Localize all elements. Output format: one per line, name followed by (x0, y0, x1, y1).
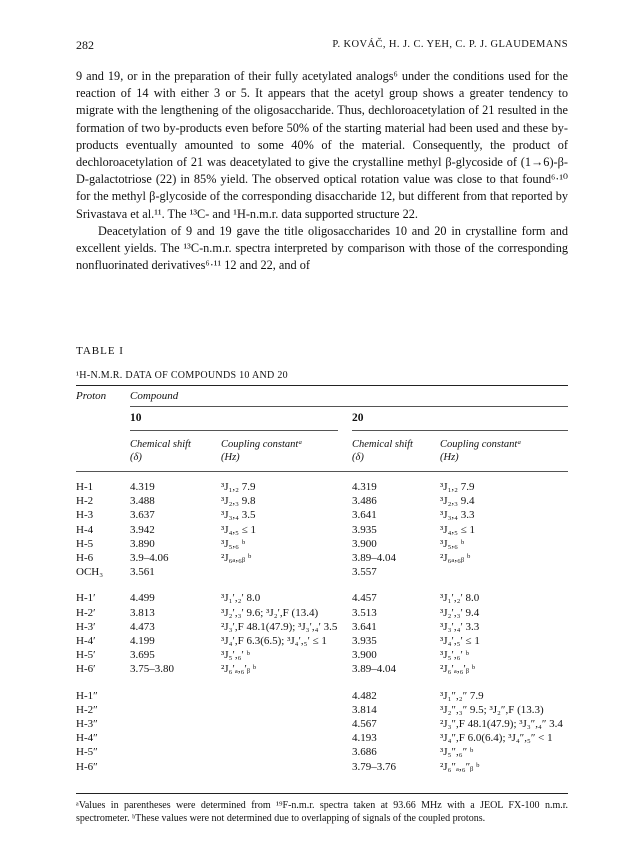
compound-10-rule (130, 430, 338, 431)
coupling-10-cell: ³J₂′,₃′ 9.6; ³J₂′,F (13.4) (221, 606, 319, 619)
shift-20-cell: 3.814 (352, 703, 377, 716)
coupling-20-cell: ³J₂′,₃′ 9.4 (440, 606, 480, 619)
coupling-10-cell: ²J₃′,F 48.1(47.9); ³J₃′,₄′ 3.5 (221, 620, 338, 633)
coupling-10-cell: ³J₅,₆ ᵇ (221, 537, 246, 550)
proton-cell: H-6′ (76, 663, 96, 676)
coupling-10-cell: ³J₄,₅ ≤ 1 (221, 523, 257, 536)
proton-cell: H-5 (76, 537, 94, 550)
coupling-10-cell: ³J₁′,₂′ 8.0 (221, 592, 261, 605)
shift-20-cell: 3.486 (352, 495, 377, 508)
coupling-20-cell: ²J₆ₐ,₆ᵦ ᵇ (440, 552, 471, 564)
proton-cell: H-1 (76, 481, 94, 493)
table-footnote: ᵃValues in parentheses were determined from ¹⁹F-n.m.r. spectra taken at 93.66 MHz with a JEOL FX-100 n.m.r. spectrometer. ᵇThese values were not determined due to overlapping of signals of the coupled protons. (76, 800, 568, 825)
shift-20-cell: 4.193 (352, 732, 377, 745)
table-top-rule (76, 385, 568, 386)
shift-20-cell: 4.457 (352, 592, 377, 605)
shift-10-cell: 4.473 (130, 620, 155, 633)
shift-20-cell: 4.482 (352, 689, 377, 702)
compound-10-label: 10 (130, 412, 142, 424)
table-row (76, 591, 568, 605)
shift-10-cell: 4.319 (130, 481, 155, 493)
shift-20-cell: 3.935 (352, 635, 377, 647)
coupling-10-cell: ³J₁,₂ 7.9 (221, 481, 256, 493)
proton-cell: H-6″ (76, 760, 98, 773)
table-row (76, 662, 568, 676)
running-head: P. KOVÁČ, H. J. C. YEH, C. P. J. GLAUDEMANS (332, 39, 568, 50)
sub-header-coupling-20: Coupling constantᵃ (Hz) (440, 439, 522, 463)
coupling-20-cell: ³J₁′,₂′ 8.0 (440, 592, 480, 605)
shift-10-cell: 3.75–3.80 (130, 663, 174, 676)
shift-10-cell: 4.499 (130, 592, 155, 605)
proton-cell: H-2′ (76, 606, 96, 619)
table-row (76, 760, 568, 774)
coupling-20-cell: ³J₁″,₂″ 7.9 (440, 689, 484, 702)
table-caption: ¹H-N.M.R. DATA OF COMPOUNDS 10 AND 20 (76, 370, 288, 381)
table-row (76, 508, 568, 522)
table-row (76, 551, 568, 565)
coupling-10-cell: ³J₅′,₆′ ᵇ (221, 649, 250, 662)
shift-10-cell: 3.561 (130, 566, 155, 579)
table-title: TABLE I (76, 345, 124, 357)
coupling-20-cell: ²J₆′ₐ,₆′ᵦ ᵇ (440, 663, 476, 676)
proton-cell: H-2 (76, 495, 94, 508)
shift-10-cell: 3.813 (130, 606, 155, 619)
proton-cell: H-4′ (76, 635, 96, 647)
table-row (76, 480, 568, 494)
proton-cell: H-5″ (76, 746, 98, 759)
shift-20-cell: 3.641 (352, 620, 377, 633)
coupling-10-cell: ³J₃,₄ 3.5 (221, 509, 256, 522)
coupling-20-cell: ³J₁,₂ 7.9 (440, 481, 475, 493)
shift-10-cell: 3.488 (130, 495, 155, 508)
table-row (76, 494, 568, 508)
sub-header-shift-20: Chemical shift (δ) (352, 439, 413, 463)
table-header-rule (76, 471, 568, 472)
coupling-20-cell: ³J₂,₃ 9.4 (440, 495, 475, 508)
proton-cell: H-1′ (76, 592, 96, 605)
table-row (76, 523, 568, 537)
table-row (76, 606, 568, 620)
proton-cell: H-4″ (76, 732, 98, 745)
coupling-20-cell: ³J₅,₆ ᵇ (440, 537, 465, 550)
table-row (76, 703, 568, 717)
shift-10-cell: 3.637 (130, 509, 155, 522)
coupling-20-cell: ³J₃,₄ 3.3 (440, 509, 475, 522)
coupling-20-cell: ²J₆″ₐ,₆″ᵦ ᵇ (440, 760, 480, 773)
proton-cell: H-2″ (76, 703, 98, 716)
compound-20-rule (352, 430, 568, 431)
shift-10-cell: 4.199 (130, 635, 155, 647)
table-row (76, 689, 568, 703)
body-text (76, 68, 568, 274)
coupling-10-cell: ²J₆ₐ,₆ᵦ ᵇ (221, 552, 252, 564)
shift-20-cell: 3.900 (352, 649, 377, 662)
compound-20-label: 20 (352, 412, 364, 424)
sub-header-shift-10: Chemical shift (δ) (130, 439, 191, 463)
coupling-20-cell: ³J₄,₅ ≤ 1 (440, 523, 476, 536)
col-header-proton: Proton (76, 390, 107, 402)
coupling-20-cell: ²J₃″,F 48.1(47.9); ³J₃″,₄″ 3.4 (440, 718, 563, 730)
compound-rule (130, 406, 568, 407)
shift-20-cell: 3.935 (352, 523, 377, 536)
shift-10-cell: 3.890 (130, 537, 155, 550)
proton-cell: H-6 (76, 552, 94, 564)
shift-20-cell: 4.567 (352, 718, 377, 730)
proton-cell: OCH₃ (76, 566, 104, 579)
shift-10-cell: 3.9–4.06 (130, 552, 169, 564)
table-row (76, 537, 568, 551)
table-bottom-rule (76, 793, 568, 794)
table-row (76, 731, 568, 745)
coupling-20-cell: ³J₄′,₅′ ≤ 1 (440, 635, 480, 647)
coupling-10-cell: ²J₆′ₐ,₆′ᵦ ᵇ (221, 663, 257, 676)
proton-cell: H-3′ (76, 620, 96, 633)
col-header-compound: Compound (130, 390, 179, 402)
shift-20-cell: 3.557 (352, 566, 377, 579)
shift-10-cell: 3.942 (130, 523, 155, 536)
shift-20-cell: 3.686 (352, 746, 377, 759)
shift-20-cell: 3.513 (352, 606, 377, 619)
table-row (76, 745, 568, 759)
shift-20-cell: 3.79–3.76 (352, 760, 396, 773)
page-number: 282 (76, 38, 94, 52)
table-row (76, 717, 568, 731)
table-row (76, 634, 568, 648)
body-paragraph: Deacetylation of 9 and 19 gave the title oligosaccharides 10 and 20 in crystalline form and excellent yields. The ¹³C-n.m.r. spectra interpreted by comparison with those of the corresponding nonfluorinated derivatives⁶·¹¹ 12 and 22, and of (76, 223, 568, 273)
proton-cell: H-5′ (76, 649, 96, 662)
proton-cell: H-3″ (76, 718, 98, 730)
proton-cell: H-3 (76, 509, 94, 522)
table-row (76, 648, 568, 662)
shift-10-cell: 3.695 (130, 649, 155, 662)
coupling-20-cell: ³J₂″,₃″ 9.5; ³J₂″,F (13.3) (440, 703, 544, 716)
shift-20-cell: 3.641 (352, 509, 377, 522)
shift-20-cell: 3.89–4.04 (352, 663, 396, 676)
coupling-20-cell: ³J₄″,F 6.0(6.4); ³J₄″,₅″ < 1 (440, 732, 553, 745)
coupling-20-cell: ³J₃′,₄′ 3.3 (440, 620, 480, 633)
table-row (76, 620, 568, 634)
coupling-20-cell: ³J₅′,₆′ ᵇ (440, 649, 469, 662)
coupling-10-cell: ³J₂,₃ 9.8 (221, 495, 256, 508)
coupling-20-cell: ³J₅″,₆″ ᵇ (440, 746, 474, 759)
shift-20-cell: 3.900 (352, 537, 377, 550)
proton-cell: H-1″ (76, 689, 98, 702)
body-paragraph: 9 and 19, or in the preparation of their fully acetylated analogs⁶ under the conditions used for the reaction of 14 with either 3 or 5. It appears that the acetyl group shows a greater tendency to migrate with the lengthening of the oligosaccharide. Thus, dechloroacetylation of 21 resulted in the formation of two by-products even before 50% of the starting material had been used and these by-products eventually amounted to some 40% of the material. Consequently, the product of dechloroacetylation of 21 was deacetylated to give the crystalline methyl β-glycoside of (1→6)-β-D-galactotriose (22) in 85% yield. The observed optical rotation value was close to that found⁶·¹⁰ for the methyl β-glycoside of the corresponding disaccharide 12, but different from that reported by Srivastava et al.¹¹. The ¹³C- and ¹H-n.m.r. data supported structure 22. (76, 69, 568, 221)
proton-cell: H-4 (76, 523, 94, 536)
shift-20-cell: 4.319 (352, 481, 377, 493)
sub-header-coupling-10: Coupling constantᵃ (Hz) (221, 439, 303, 463)
coupling-10-cell: ³J₄′,F 6.3(6.5); ³J₄′,₅′ ≤ 1 (221, 635, 327, 647)
shift-20-cell: 3.89–4.04 (352, 552, 396, 564)
table-row (76, 565, 568, 579)
